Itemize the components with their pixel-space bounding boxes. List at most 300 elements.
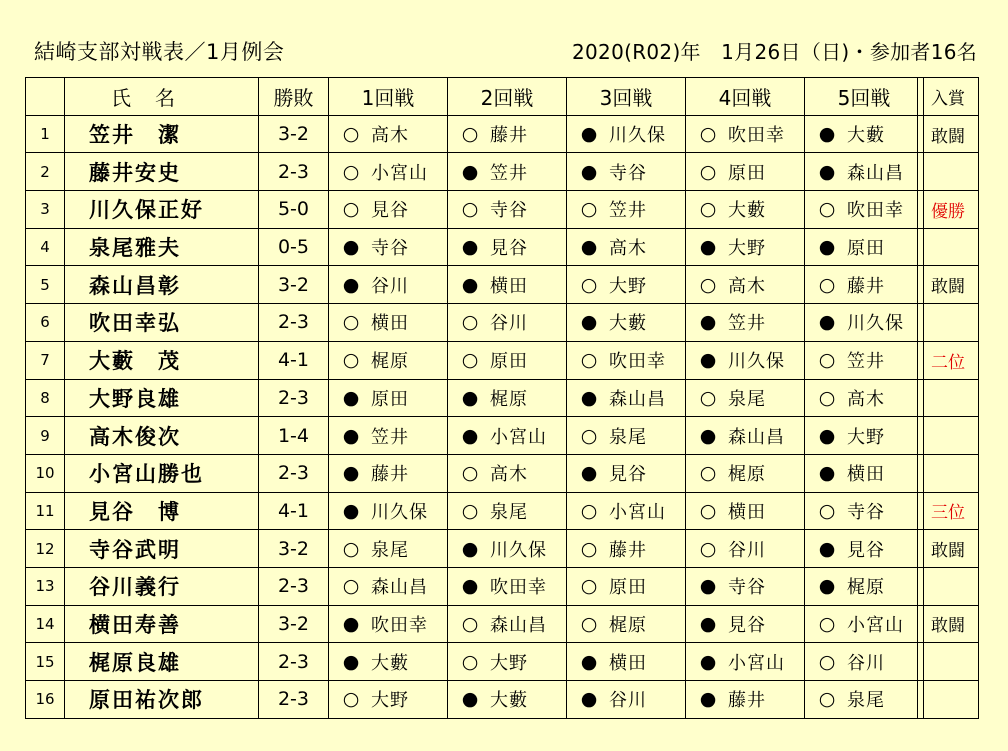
win-mark-icon: ○ [699, 273, 717, 296]
opponent-name: 原田 [609, 577, 647, 599]
round-1-result [329, 605, 448, 643]
loss-mark-icon: ● [461, 236, 479, 259]
opponent-name: 横田 [490, 275, 528, 297]
award-row [918, 191, 979, 229]
opponent-name: 高木 [847, 388, 885, 410]
player-name: 泉尾雅夫 [65, 228, 259, 266]
opponent-name: 横田 [847, 464, 885, 486]
opponent-name: 笠井 [609, 200, 647, 222]
table-row [26, 417, 924, 455]
award-row [918, 454, 979, 492]
award-cell: 優勝 [918, 191, 979, 229]
round-3-result [567, 115, 686, 153]
win-mark-icon: ○ [580, 349, 598, 372]
opponent-name: 寺谷 [490, 200, 528, 222]
win-mark-icon: ○ [461, 311, 479, 334]
win-mark-icon: ○ [699, 123, 717, 146]
player-number: 13 [26, 567, 65, 605]
table-row [26, 266, 924, 304]
header-round-3: 3回戦 [567, 78, 686, 116]
opponent-name: 藤井 [847, 275, 885, 297]
round-3-result [567, 454, 686, 492]
loss-mark-icon: ● [342, 424, 360, 447]
round-5-result [805, 417, 924, 455]
opponent-name: 泉尾 [728, 388, 766, 410]
award-row [918, 643, 979, 681]
opponent-name: 吹田幸 [371, 614, 428, 636]
opponent-name: 梶原 [609, 614, 647, 636]
player-number: 6 [26, 304, 65, 342]
round-1-result [329, 567, 448, 605]
loss-mark-icon: ● [818, 424, 836, 447]
award-cell [918, 417, 979, 455]
round-2-result [448, 341, 567, 379]
loss-mark-icon: ● [699, 349, 717, 372]
opponent-name: 見谷 [728, 614, 766, 636]
round-3-result [567, 153, 686, 191]
loss-mark-icon: ● [818, 462, 836, 485]
win-mark-icon: ○ [818, 688, 836, 711]
award-cell [918, 454, 979, 492]
round-2-result [448, 153, 567, 191]
opponent-name: 高木 [371, 125, 409, 147]
round-1-result [329, 266, 448, 304]
player-name: 大藪 茂 [65, 341, 259, 379]
opponent-name: 吹田幸 [609, 351, 666, 373]
player-name: 笠井 潔 [65, 115, 259, 153]
table-row [26, 567, 924, 605]
round-3-result [567, 681, 686, 719]
player-number: 16 [26, 681, 65, 719]
opponent-name: 見谷 [490, 238, 528, 260]
loss-mark-icon: ● [818, 236, 836, 259]
loss-mark-icon: ● [699, 688, 717, 711]
loss-mark-icon: ● [818, 160, 836, 183]
round-1-result [329, 153, 448, 191]
round-5-result [805, 115, 924, 153]
win-mark-icon: ○ [342, 349, 360, 372]
table-row [26, 530, 924, 568]
match-table [25, 77, 924, 719]
win-mark-icon: ○ [699, 198, 717, 221]
table-row [26, 605, 924, 643]
round-4-result [686, 379, 805, 417]
win-mark-icon: ○ [580, 575, 598, 598]
round-2-result [448, 379, 567, 417]
loss-mark-icon: ● [699, 424, 717, 447]
win-mark-icon: ○ [818, 349, 836, 372]
round-3-result [567, 191, 686, 229]
round-3-result [567, 228, 686, 266]
round-3-result [567, 605, 686, 643]
loss-mark-icon: ● [342, 462, 360, 485]
player-number: 14 [26, 605, 65, 643]
opponent-name: 横田 [728, 501, 766, 523]
header-round-5: 5回戦 [805, 78, 924, 116]
loss-mark-icon: ● [342, 499, 360, 522]
win-mark-icon: ○ [342, 160, 360, 183]
loss-mark-icon: ● [580, 650, 598, 673]
win-mark-icon: ○ [461, 612, 479, 635]
loss-mark-icon: ● [342, 650, 360, 673]
round-5-result [805, 643, 924, 681]
round-2-result [448, 191, 567, 229]
award-row [918, 266, 979, 304]
round-3-result [567, 304, 686, 342]
round-1-result [329, 417, 448, 455]
opponent-name: 寺谷 [847, 501, 885, 523]
player-score: 1-4 [259, 417, 329, 455]
award-cell: 敢闘 [918, 530, 979, 568]
player-name: 谷川義行 [65, 567, 259, 605]
win-mark-icon: ○ [818, 612, 836, 635]
table-row [26, 454, 924, 492]
opponent-name: 森山昌 [847, 162, 904, 184]
player-number: 9 [26, 417, 65, 455]
table-row [26, 681, 924, 719]
loss-mark-icon: ● [699, 575, 717, 598]
opponent-name: 藤井 [490, 125, 528, 147]
round-1-result [329, 341, 448, 379]
win-mark-icon: ○ [461, 462, 479, 485]
round-1-result [329, 681, 448, 719]
win-mark-icon: ○ [342, 311, 360, 334]
award-row [918, 681, 979, 719]
round-2-result [448, 304, 567, 342]
table-row [26, 379, 924, 417]
loss-mark-icon: ● [580, 688, 598, 711]
opponent-name: 大藪 [847, 125, 885, 147]
opponent-name: 大藪 [728, 200, 766, 222]
player-number: 15 [26, 643, 65, 681]
loss-mark-icon: ● [580, 311, 598, 334]
player-number: 3 [26, 191, 65, 229]
page-title: 結崎支部対戦表／1月例会 [34, 40, 285, 64]
opponent-name: 森山昌 [609, 388, 666, 410]
opponent-name: 大野 [609, 275, 647, 297]
header-round-4: 4回戦 [686, 78, 805, 116]
loss-mark-icon: ● [342, 236, 360, 259]
round-2-result [448, 643, 567, 681]
header-round-2: 2回戦 [448, 78, 567, 116]
opponent-name: 見谷 [371, 200, 409, 222]
player-score: 2-3 [259, 567, 329, 605]
opponent-name: 大藪 [490, 690, 528, 712]
round-1-result [329, 454, 448, 492]
win-mark-icon: ○ [342, 123, 360, 146]
table-row [26, 115, 924, 153]
opponent-name: 川久保 [371, 501, 428, 523]
round-5-result [805, 341, 924, 379]
opponent-name: 谷川 [728, 539, 766, 561]
player-score: 2-3 [259, 681, 329, 719]
win-mark-icon: ○ [818, 650, 836, 673]
header-award: 入賞 [918, 78, 979, 116]
player-score: 3-2 [259, 115, 329, 153]
round-4-result [686, 681, 805, 719]
opponent-name: 森山昌 [728, 426, 785, 448]
round-2-result [448, 454, 567, 492]
opponent-name: 笠井 [728, 313, 766, 335]
round-1-result [329, 304, 448, 342]
win-mark-icon: ○ [580, 499, 598, 522]
round-2-result [448, 228, 567, 266]
round-5-result [805, 266, 924, 304]
win-mark-icon: ○ [699, 462, 717, 485]
award-cell: 敢闘 [918, 115, 979, 153]
round-4-result [686, 304, 805, 342]
round-5-result [805, 191, 924, 229]
player-name: 寺谷武明 [65, 530, 259, 568]
opponent-name: 川久保 [728, 351, 785, 373]
loss-mark-icon: ● [699, 236, 717, 259]
loss-mark-icon: ● [461, 160, 479, 183]
opponent-name: 吹田幸 [847, 200, 904, 222]
round-4-result [686, 492, 805, 530]
round-2-result [448, 530, 567, 568]
player-name: 森山昌彰 [65, 266, 259, 304]
opponent-name: 大野 [490, 652, 528, 674]
player-score: 3-2 [259, 266, 329, 304]
loss-mark-icon: ● [580, 386, 598, 409]
round-2-result [448, 266, 567, 304]
loss-mark-icon: ● [699, 650, 717, 673]
award-cell: 敢闘 [918, 266, 979, 304]
opponent-name: 小宮山 [609, 501, 666, 523]
table-row [26, 228, 924, 266]
player-name: 大野良雄 [65, 379, 259, 417]
opponent-name: 川久保 [847, 313, 904, 335]
round-3-result [567, 266, 686, 304]
opponent-name: 寺谷 [728, 577, 766, 599]
loss-mark-icon: ● [342, 273, 360, 296]
event-date: 2020(R02)年 1月26日（日)・参加者16名 [572, 40, 978, 64]
award-cell: 三位 [918, 492, 979, 530]
opponent-name: 藤井 [371, 464, 409, 486]
loss-mark-icon: ● [580, 462, 598, 485]
round-4-result [686, 605, 805, 643]
award-row [918, 115, 979, 153]
award-row [918, 417, 979, 455]
opponent-name: 原田 [728, 162, 766, 184]
opponent-name: 小宮山 [371, 162, 428, 184]
round-4-result [686, 643, 805, 681]
table-row [26, 341, 924, 379]
player-score: 5-0 [259, 191, 329, 229]
round-3-result [567, 530, 686, 568]
win-mark-icon: ○ [818, 198, 836, 221]
win-mark-icon: ○ [699, 160, 717, 183]
opponent-name: 寺谷 [371, 238, 409, 260]
opponent-name: 笠井 [847, 351, 885, 373]
opponent-name: 吹田幸 [728, 125, 785, 147]
opponent-name: 見谷 [847, 539, 885, 561]
opponent-name: 高木 [609, 238, 647, 260]
round-4-result [686, 228, 805, 266]
loss-mark-icon: ● [699, 311, 717, 334]
loss-mark-icon: ● [461, 537, 479, 560]
round-2-result [448, 115, 567, 153]
player-name: 横田寿善 [65, 605, 259, 643]
round-1-result [329, 530, 448, 568]
win-mark-icon: ○ [699, 386, 717, 409]
player-score: 3-2 [259, 605, 329, 643]
award-row [918, 379, 979, 417]
opponent-name: 谷川 [371, 275, 409, 297]
opponent-name: 大藪 [371, 652, 409, 674]
player-number: 5 [26, 266, 65, 304]
round-4-result [686, 530, 805, 568]
round-5-result [805, 492, 924, 530]
opponent-name: 笠井 [371, 426, 409, 448]
player-score: 2-3 [259, 304, 329, 342]
win-mark-icon: ○ [818, 273, 836, 296]
player-name: 原田祐次郎 [65, 681, 259, 719]
player-number: 2 [26, 153, 65, 191]
round-2-result [448, 417, 567, 455]
award-row [918, 492, 979, 530]
player-name: 吹田幸弘 [65, 304, 259, 342]
round-1-result [329, 379, 448, 417]
opponent-name: 大野 [728, 238, 766, 260]
opponent-name: 高木 [490, 464, 528, 486]
loss-mark-icon: ● [818, 575, 836, 598]
round-2-result [448, 567, 567, 605]
opponent-name: 谷川 [609, 690, 647, 712]
win-mark-icon: ○ [461, 499, 479, 522]
award-row [918, 228, 979, 266]
round-4-result [686, 153, 805, 191]
player-number: 11 [26, 492, 65, 530]
round-4-result [686, 341, 805, 379]
round-4-result [686, 567, 805, 605]
round-5-result [805, 228, 924, 266]
win-mark-icon: ○ [461, 123, 479, 146]
opponent-name: 大野 [371, 690, 409, 712]
player-score: 4-1 [259, 492, 329, 530]
player-name: 高木俊次 [65, 417, 259, 455]
round-4-result [686, 417, 805, 455]
round-3-result [567, 567, 686, 605]
opponent-name: 森山昌 [371, 577, 428, 599]
opponent-name: 川久保 [609, 125, 666, 147]
round-5-result [805, 605, 924, 643]
loss-mark-icon: ● [818, 311, 836, 334]
opponent-name: 谷川 [490, 313, 528, 335]
award-cell: 敢闘 [918, 605, 979, 643]
win-mark-icon: ○ [580, 273, 598, 296]
player-score: 2-3 [259, 643, 329, 681]
table-row [26, 191, 924, 229]
win-mark-icon: ○ [580, 198, 598, 221]
header-score: 勝敗 [259, 78, 329, 116]
opponent-name: 小宮山 [847, 614, 904, 636]
award-cell: 二位 [918, 341, 979, 379]
round-3-result [567, 417, 686, 455]
player-number: 8 [26, 379, 65, 417]
round-4-result [686, 191, 805, 229]
opponent-name: 寺谷 [609, 162, 647, 184]
award-row [918, 341, 979, 379]
award-row [918, 304, 979, 342]
loss-mark-icon: ● [461, 386, 479, 409]
round-5-result [805, 567, 924, 605]
round-1-result [329, 228, 448, 266]
loss-mark-icon: ● [342, 386, 360, 409]
opponent-name: 藤井 [728, 690, 766, 712]
opponent-name: 原田 [847, 238, 885, 260]
round-5-result [805, 379, 924, 417]
opponent-name: 原田 [490, 351, 528, 373]
player-score: 2-3 [259, 454, 329, 492]
win-mark-icon: ○ [461, 349, 479, 372]
round-4-result [686, 454, 805, 492]
opponent-name: 梶原 [847, 577, 885, 599]
loss-mark-icon: ● [342, 612, 360, 635]
award-cell [918, 681, 979, 719]
opponent-name: 藤井 [609, 539, 647, 561]
table-row [26, 492, 924, 530]
award-row [918, 567, 979, 605]
round-3-result [567, 379, 686, 417]
opponent-name: 泉尾 [847, 690, 885, 712]
opponent-name: 小宮山 [728, 652, 785, 674]
opponent-name: 小宮山 [490, 426, 547, 448]
loss-mark-icon: ● [818, 123, 836, 146]
loss-mark-icon: ● [461, 273, 479, 296]
award-row [918, 605, 979, 643]
opponent-name: 原田 [371, 388, 409, 410]
award-cell [918, 304, 979, 342]
header-name: 氏 名 [65, 78, 259, 116]
opponent-name: 横田 [371, 313, 409, 335]
opponent-name: 川久保 [490, 539, 547, 561]
loss-mark-icon: ● [461, 688, 479, 711]
player-name: 見谷 博 [65, 492, 259, 530]
win-mark-icon: ○ [342, 198, 360, 221]
round-1-result [329, 191, 448, 229]
loss-mark-icon: ● [461, 575, 479, 598]
opponent-name: 谷川 [847, 652, 885, 674]
award-table [917, 77, 979, 719]
win-mark-icon: ○ [818, 499, 836, 522]
win-mark-icon: ○ [818, 386, 836, 409]
opponent-name: 梶原 [490, 388, 528, 410]
player-name: 川久保正好 [65, 191, 259, 229]
award-cell [918, 567, 979, 605]
player-name: 小宮山勝也 [65, 454, 259, 492]
opponent-name: 梶原 [371, 351, 409, 373]
round-5-result [805, 681, 924, 719]
player-score: 0-5 [259, 228, 329, 266]
header-round-1: 1回戦 [329, 78, 448, 116]
round-5-result [805, 454, 924, 492]
award-cell [918, 153, 979, 191]
player-name: 藤井安史 [65, 153, 259, 191]
opponent-name: 横田 [609, 652, 647, 674]
round-1-result [329, 115, 448, 153]
header-number [26, 78, 65, 116]
win-mark-icon: ○ [342, 575, 360, 598]
opponent-name: 梶原 [728, 464, 766, 486]
loss-mark-icon: ● [580, 236, 598, 259]
round-2-result [448, 681, 567, 719]
win-mark-icon: ○ [580, 424, 598, 447]
win-mark-icon: ○ [342, 688, 360, 711]
opponent-name: 高木 [728, 275, 766, 297]
award-row [918, 530, 979, 568]
round-4-result [686, 266, 805, 304]
